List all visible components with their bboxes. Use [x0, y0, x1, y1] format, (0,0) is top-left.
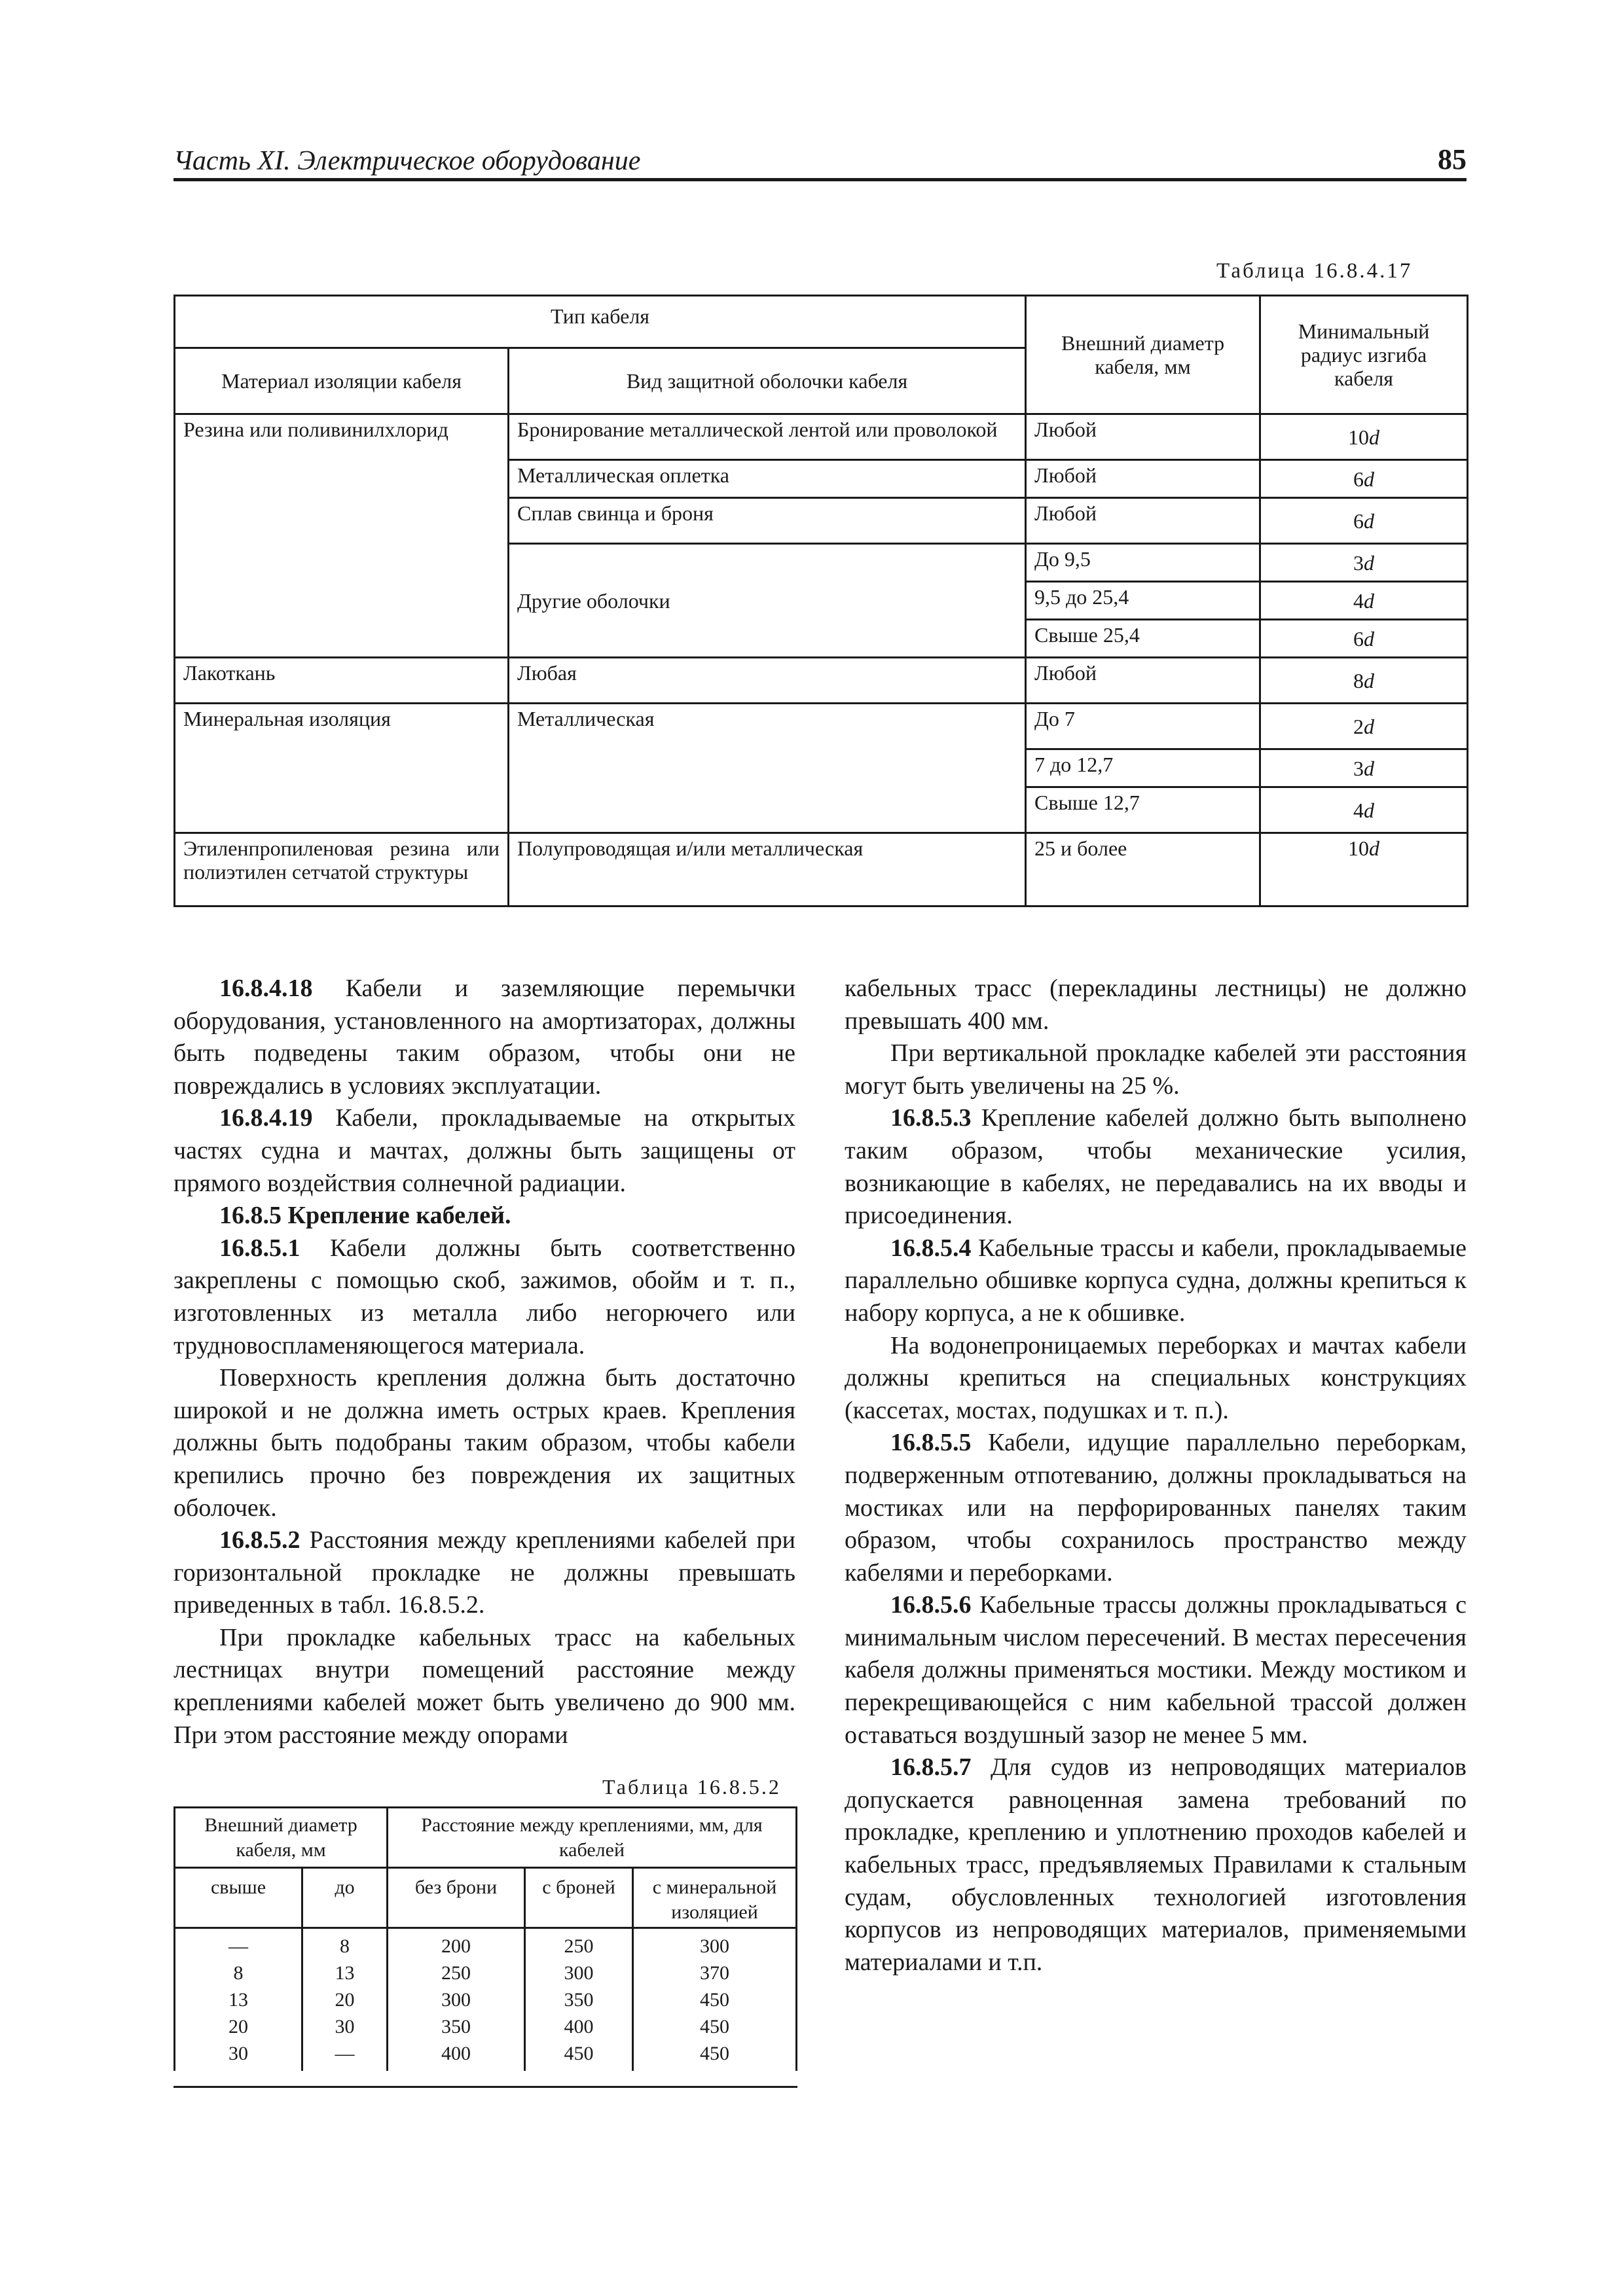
col-no-armor: без брони — [388, 1868, 525, 1928]
paragraph: При прокладке кабельных трасс на кабельных лестницах внутри помещений расстояние между креплениями кабелей может быть увеличено до 900 мм. При этом расстояние между опорами — [173, 1623, 795, 1749]
table-cell: 8 — [233, 1962, 244, 1984]
cell-diameter: До 7 — [1026, 704, 1260, 749]
cell-radius: 4d — [1260, 787, 1468, 833]
cell-sheath: Любая — [509, 658, 1026, 704]
cell-diameter: До 9,5 — [1026, 544, 1260, 582]
cell-sheath: Другие оболочки — [509, 544, 1026, 658]
column-over — [175, 1928, 302, 2071]
cell-material: Этиленпропиленовая резина или полиэтилен сетчатой структуры — [175, 833, 509, 906]
table-row — [175, 704, 1468, 749]
cell-radius: 4d — [1260, 582, 1468, 620]
paragraph: Поверхность крепления должна быть достаточно широкой и не должна иметь острых краев. Крепления должны быть подобраны таким образом, чтобы кабели крепились прочно без повреждения их защитных оболочек. — [173, 1364, 795, 1522]
col-over: свыше — [175, 1868, 302, 1928]
table-cell: 370 — [700, 1962, 730, 1984]
table-header-row — [175, 296, 1468, 348]
table-cell: 400 — [564, 2016, 594, 2037]
paragraph: 16.8.5.4 Кабельные трассы и кабели, прокладываемые параллельно обшивке корпуса судна, должны крепиться к набору корпуса, а не к обшивке. — [845, 1234, 1467, 1327]
paragraph: 16.8.5.5 Кабели, идущие параллельно переборкам, подверженным отпотеванию, должны прокладываться на мостиках или на перфорированных панелях таким образом, чтобы сохранилось пространство между кабелями и переборками. — [845, 1429, 1467, 1587]
cell-diameter: 25 и более — [1026, 833, 1260, 906]
col-radius: Минимальный радиус изгиба кабеля — [1260, 296, 1468, 414]
cell-diameter: Любой — [1026, 658, 1260, 704]
col-armor: с броней — [525, 1868, 633, 1928]
table-cell: 30 — [228, 2043, 248, 2064]
cell-radius: 2d — [1260, 704, 1468, 749]
cell-material: Резина или поливинилхлорид — [175, 414, 509, 658]
cell-material: Лакоткань — [175, 658, 509, 704]
column-mineral — [633, 1928, 797, 2071]
table-header-row — [175, 1868, 797, 1928]
table-cell: 13 — [335, 1962, 355, 1984]
paragraph: При вертикальной прокладке кабелей эти расстояния могут быть увеличены на 25 %. — [845, 1039, 1467, 1100]
table-cell: 300 — [564, 1962, 594, 1984]
cell-sheath: Полупроводящая и/или металлическая — [509, 833, 1026, 906]
table-cell: 450 — [700, 2016, 730, 2037]
paragraph: 16.8.4.19 Кабели, прокладываемые на открытых частях судна и мачтах, должны быть защищены от прямого воздействия солнечной радиации. — [173, 1104, 795, 1197]
cell-diameter: Любой — [1026, 414, 1260, 460]
table-cell: 13 — [228, 1989, 248, 2011]
cell-sheath: Металлическая — [509, 704, 1026, 833]
page-number: 85 — [1438, 143, 1467, 175]
fastening-distance-table — [173, 1806, 797, 2071]
col-material: Материал изоляции кабеля — [175, 348, 509, 414]
paragraph: 16.8.4.18 Кабели и заземляющие перемычки оборудования, установленного на амортизаторах, должны быть подведены таким образом, чтобы они не повреждались в условиях эксплуатации. — [173, 975, 795, 1100]
col-group-cable-type: Тип кабеля — [175, 296, 1026, 348]
paragraph: 16.8.5.7 Для судов из непроводящих материалов допускается равноценная замена требований по прокладке, креплению и уплотнению проходов кабелей и кабельных трасс, предъявляемых Правилами к стальным судам, обусловленных технологией изготовления корпусов из непроводящих материалов, применяемыми материалами и т.п. — [845, 1753, 1467, 1976]
cell-diameter: Любой — [1026, 498, 1260, 544]
table-cell: 250 — [564, 1935, 594, 1957]
paragraph: На водонепроницаемых переборках и мачтах кабели должны крепиться на специальных конструкциях (кассетах, мостах, подушках и т. п.). — [845, 1331, 1467, 1424]
table-cell: 200 — [441, 1935, 471, 1957]
paragraph: 16.8.5.3 Крепление кабелей должно быть выполнено таким образом, чтобы механические усилия, возникающие в кабелях, не передавались на их вводы и присоединения. — [845, 1104, 1467, 1230]
table-cell: 20 — [335, 1989, 355, 2011]
table-header-row — [175, 1808, 797, 1868]
column-upto — [302, 1928, 388, 2071]
cell-material: Минеральная изоляция — [175, 704, 509, 833]
cell-radius: 10d — [1260, 414, 1468, 460]
table-row — [175, 414, 1468, 460]
running-header — [173, 139, 1467, 181]
table-cell: 300 — [441, 1989, 471, 2011]
cell-diameter: Свыше 12,7 — [1026, 787, 1260, 833]
header-title: Часть XI. Электрическое оборудование — [173, 146, 641, 176]
col-sheath: Вид защитной оболочки кабеля — [509, 348, 1026, 414]
cell-diameter: 7 до 12,7 — [1026, 749, 1260, 787]
table-cell: 350 — [564, 1989, 594, 2011]
table-bottom-rule — [173, 2086, 797, 2088]
cell-radius: 3d — [1260, 544, 1468, 582]
col-upto: до — [302, 1868, 388, 1928]
table-cell: 450 — [700, 2043, 730, 2064]
table-cell: 8 — [340, 1935, 350, 1957]
table-cell: 450 — [700, 1989, 730, 2011]
col-mineral: с минеральной изоляцией — [633, 1868, 797, 1928]
paragraph: 16.8.5.6 Кабельные трассы должны прокладываться с минимальным числом пересечений. В местах пересечения кабеля должны применяться мостики. Между мостиком и перекрещивающейся с ним кабельной трассой должен оставаться воздушный зазор не менее 5 мм. — [845, 1591, 1467, 1749]
left-text-column — [173, 973, 795, 1751]
table-cell: 450 — [564, 2043, 594, 2064]
table1-caption: Таблица 16.8.4.17 — [1216, 259, 1413, 283]
col-diameter: Внешний диаметр кабеля, мм — [175, 1808, 388, 1868]
table-cell: 350 — [441, 2016, 471, 2037]
table-body — [175, 1928, 797, 2071]
table-row — [175, 658, 1468, 704]
col-distance: Расстояние между креплениями, мм, для кабелей — [388, 1808, 797, 1868]
cell-radius: 6d — [1260, 620, 1468, 658]
column-no-armor — [388, 1928, 525, 2071]
table-cell: 300 — [700, 1935, 730, 1957]
paragraph: 16.8.5.2 Расстояния между креплениями кабелей при горизонтальной прокладке не должны превышать приведенных в табл. 16.8.5.2. — [173, 1526, 795, 1619]
cell-radius: 8d — [1260, 658, 1468, 704]
paragraph: кабельных трасс (перекладины лестницы) не должно превышать 400 мм. — [845, 975, 1467, 1035]
cell-diameter: Любой — [1026, 460, 1260, 498]
cell-radius: 10d — [1260, 833, 1468, 906]
cell-radius: 3d — [1260, 749, 1468, 787]
table2-caption: Таблица 16.8.5.2 — [602, 1775, 781, 1799]
column-armor — [525, 1928, 633, 2071]
cell-diameter: 9,5 до 25,4 — [1026, 582, 1260, 620]
col-diameter: Внешний диаметр кабеля, мм — [1026, 296, 1260, 414]
table-cell: 250 — [441, 1962, 471, 1984]
table-cell: — — [335, 2043, 355, 2064]
cell-radius: 6d — [1260, 460, 1468, 498]
cell-radius: 6d — [1260, 498, 1468, 544]
right-text-column — [845, 973, 1467, 1979]
cell-sheath: Сплав свинца и броня — [509, 498, 1026, 544]
table-cell: 30 — [335, 2016, 355, 2037]
cell-diameter: Свыше 25,4 — [1026, 620, 1260, 658]
cell-sheath: Бронирование металлической лентой или проволокой — [509, 414, 1026, 460]
cell-sheath: Металлическая оплетка — [509, 460, 1026, 498]
bend-radius-table — [173, 295, 1468, 907]
table-cell: 400 — [441, 2043, 471, 2064]
table-cell: — — [228, 1935, 248, 1957]
paragraph: 16.8.5 Крепление кабелей. — [219, 1202, 511, 1230]
table-cell: 20 — [228, 2016, 248, 2037]
table-row — [175, 833, 1468, 906]
paragraph: 16.8.5.1 Кабели должны быть соответственно закреплены с помощью скоб, зажимов, обойм и т. п., изготовленных из металла либо негорючего или трудновоспламеняющегося материала. — [173, 1234, 795, 1359]
